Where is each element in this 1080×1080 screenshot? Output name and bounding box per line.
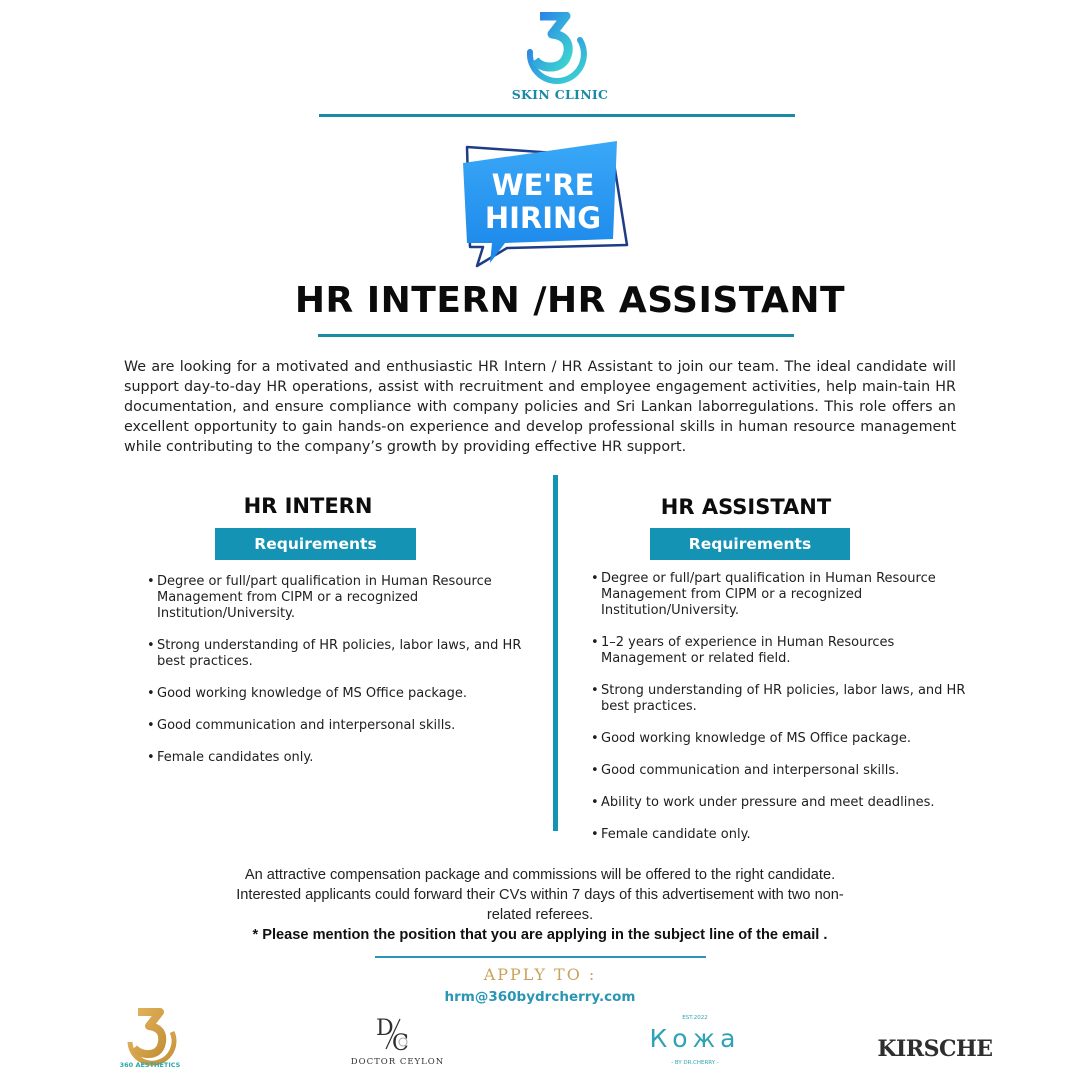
kozha-by-text: - BY DR.CHERRY -: [671, 1060, 719, 1066]
title-divider: [318, 334, 794, 337]
hiring-badge: [455, 135, 635, 270]
360-skin-clinic-logo-icon: [518, 12, 588, 86]
kirsche-logo: KIRSCHE: [877, 1036, 993, 1062]
list-item: • Strong understanding of HR policies, labor laws, and HR best practices.: [591, 683, 966, 715]
kozha-est-text: EST.2022: [682, 1015, 708, 1021]
doctor-ceylon-logo-text: DOCTOR CEYLON: [350, 1057, 445, 1067]
assistant-requirements-label: Requirements: [650, 528, 850, 560]
badge-line1: WE'RE: [491, 168, 595, 202]
logo-text: SKIN CLINIC: [511, 87, 609, 102]
compensation-text: An attractive compensation package and commissions will be offered to the right candidate. Interested applicants could forward their CVs within 7 days of this advertisement with two non-related referees.: [236, 867, 844, 923]
svg-text:D: D: [376, 1016, 394, 1041]
list-item: • Good communication and interpersonal skills.: [591, 763, 966, 779]
list-item: • Female candidates only.: [147, 750, 537, 766]
list-item: • Good working knowledge of MS Office package.: [147, 686, 537, 702]
list-item: • Good communication and interpersonal skills.: [147, 718, 537, 734]
svg-text:C: C: [392, 1031, 409, 1053]
list-item: • Ability to work under pressure and meet deadlines.: [591, 795, 966, 811]
doctor-ceylon-logo-icon: [372, 1013, 416, 1053]
360-aesthetics-logo-text: 360 AESTHETICS: [119, 1061, 181, 1069]
badge-line2: HIRING: [484, 201, 602, 235]
intern-heading: HR INTERN: [243, 494, 373, 518]
list-item: • 1–2 years of experience in Human Resources Management or related field.: [591, 635, 966, 667]
list-item: • Female candidate only.: [591, 827, 966, 843]
list-item: • Degree or full/part qualification in Human Resource Management from CIPM or a recognized Institution/University.: [147, 574, 537, 622]
header-divider: [319, 114, 795, 117]
list-item: • Degree or full/part qualification in Human Resource Management from CIPM or a recognized Institution/University.: [591, 571, 966, 619]
apply-email-link[interactable]: hrm@360bydrcherry.com: [444, 989, 636, 1005]
column-divider: [553, 475, 558, 831]
page-title: HR INTERN /HR ASSISTANT: [294, 280, 846, 321]
subject-line-note: * Please mention the position that you are applying in the subject line of the email .: [252, 927, 828, 943]
intern-requirements-list: [147, 574, 537, 782]
kozha-logo: Кожа: [649, 1024, 741, 1053]
intern-requirements-label: Requirements: [215, 528, 416, 560]
apply-to-label: APPLY TO :: [483, 965, 597, 984]
assistant-heading: HR ASSISTANT: [660, 495, 832, 519]
footer-divider: [375, 956, 706, 958]
list-item: • Good working knowledge of MS Office package.: [591, 731, 966, 747]
intro-paragraph: We are looking for a motivated and enthusiastic HR Intern / HR Assistant to join our team. The ideal candidate will support day-to-day HR operations, assist with recruitment and employee engagement activities, help main-tain HR documentation, and ensure compliance with company policies and Sri Lankan laborregulations. This role offers an excellent opportunity to gain hands-on experience and develop professional skills in human resource management while contributing to the company’s growth by providing effective HR support.: [124, 359, 956, 455]
assistant-requirements-list: [591, 571, 966, 859]
list-item: • Strong understanding of HR policies, labor laws, and HR best practices.: [147, 638, 537, 670]
